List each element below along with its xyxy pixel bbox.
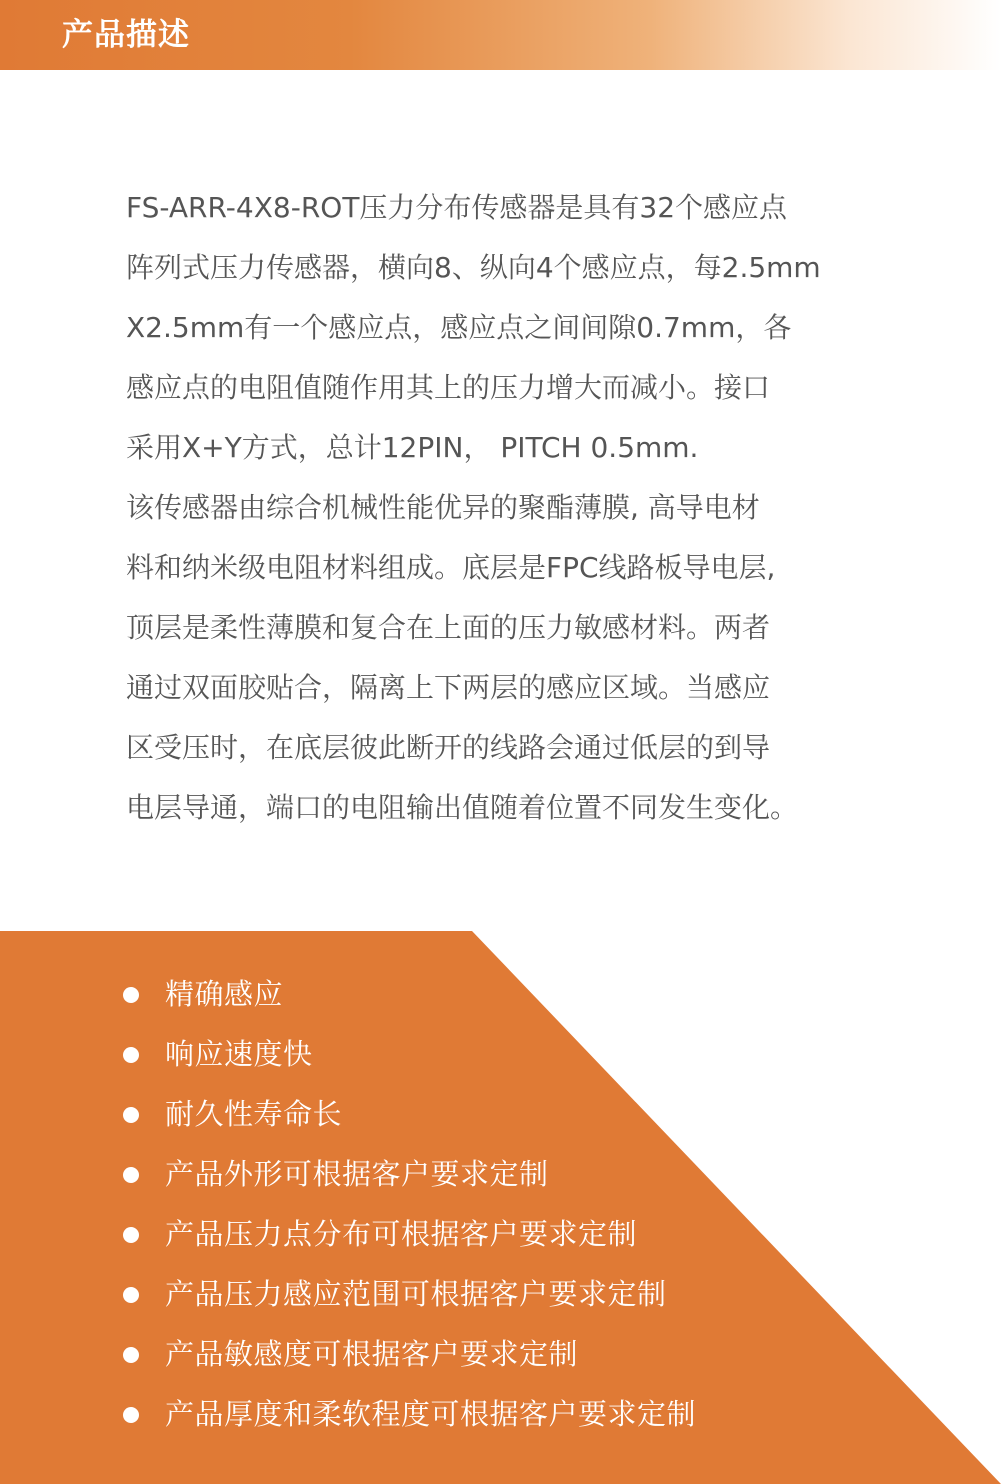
feature-label: 响应速度快 bbox=[165, 1037, 313, 1071]
feature-label: 产品厚度和柔软程度可根据客户要求定制 bbox=[165, 1397, 697, 1431]
description-line: X2.5mm有一个感应点，感应点之间间隙0.7mm，各 bbox=[126, 311, 792, 344]
bullet-dot-icon bbox=[123, 1287, 139, 1303]
feature-label: 耐久性寿命长 bbox=[165, 1097, 343, 1131]
description-line: 该传感器由综合机械性能优异的聚酯薄膜, 高导电材 bbox=[126, 491, 760, 524]
bullet-dot-icon bbox=[123, 1347, 139, 1363]
bullet-dot-icon bbox=[123, 1227, 139, 1243]
description-line: 电层导通，端口的电阻输出值随着位置不同发生变化。 bbox=[126, 791, 799, 824]
section-title: 产品描述 bbox=[62, 17, 190, 53]
description-line: 料和纳米级电阻材料组成。底层是FPC线路板导电层, bbox=[126, 551, 776, 584]
bullet-dot-icon bbox=[123, 987, 139, 1003]
bullet-dot-icon bbox=[123, 1407, 139, 1423]
description-line: 通过双面胶贴合，隔离上下两层的感应区域。当感应 bbox=[126, 671, 771, 704]
feature-label: 产品外形可根据客户要求定制 bbox=[165, 1157, 549, 1191]
bullet-dot-icon bbox=[123, 1047, 139, 1063]
description-line: 感应点的电阻值随作用其上的压力增大而减小。接口 bbox=[126, 371, 771, 404]
product-description bbox=[126, 178, 886, 838]
description-line: 采用X+Y方式，总计12PIN， PITCH 0.5mm. bbox=[126, 431, 699, 464]
description-line: 阵列式压力传感器，横向8、纵向4个感应点，每2.5mm bbox=[126, 251, 821, 284]
section-header-band bbox=[0, 0, 1001, 70]
feature-label: 产品敏感度可根据客户要求定制 bbox=[165, 1337, 579, 1371]
feature-label: 产品压力点分布可根据客户要求定制 bbox=[165, 1217, 638, 1251]
description-line: 顶层是柔性薄膜和复合在上面的压力敏感材料。两者 bbox=[126, 611, 771, 644]
feature-label: 产品压力感应范围可根据客户要求定制 bbox=[165, 1277, 667, 1311]
bullet-dot-icon bbox=[123, 1107, 139, 1123]
description-line: 区受压时，在底层彼此断开的线路会通过低层的到导 bbox=[126, 731, 771, 764]
bullet-dot-icon bbox=[123, 1167, 139, 1183]
description-line: FS-ARR-4X8-ROT压力分布传感器是具有32个感应点 bbox=[126, 191, 788, 224]
feature-label: 精确感应 bbox=[165, 977, 284, 1011]
